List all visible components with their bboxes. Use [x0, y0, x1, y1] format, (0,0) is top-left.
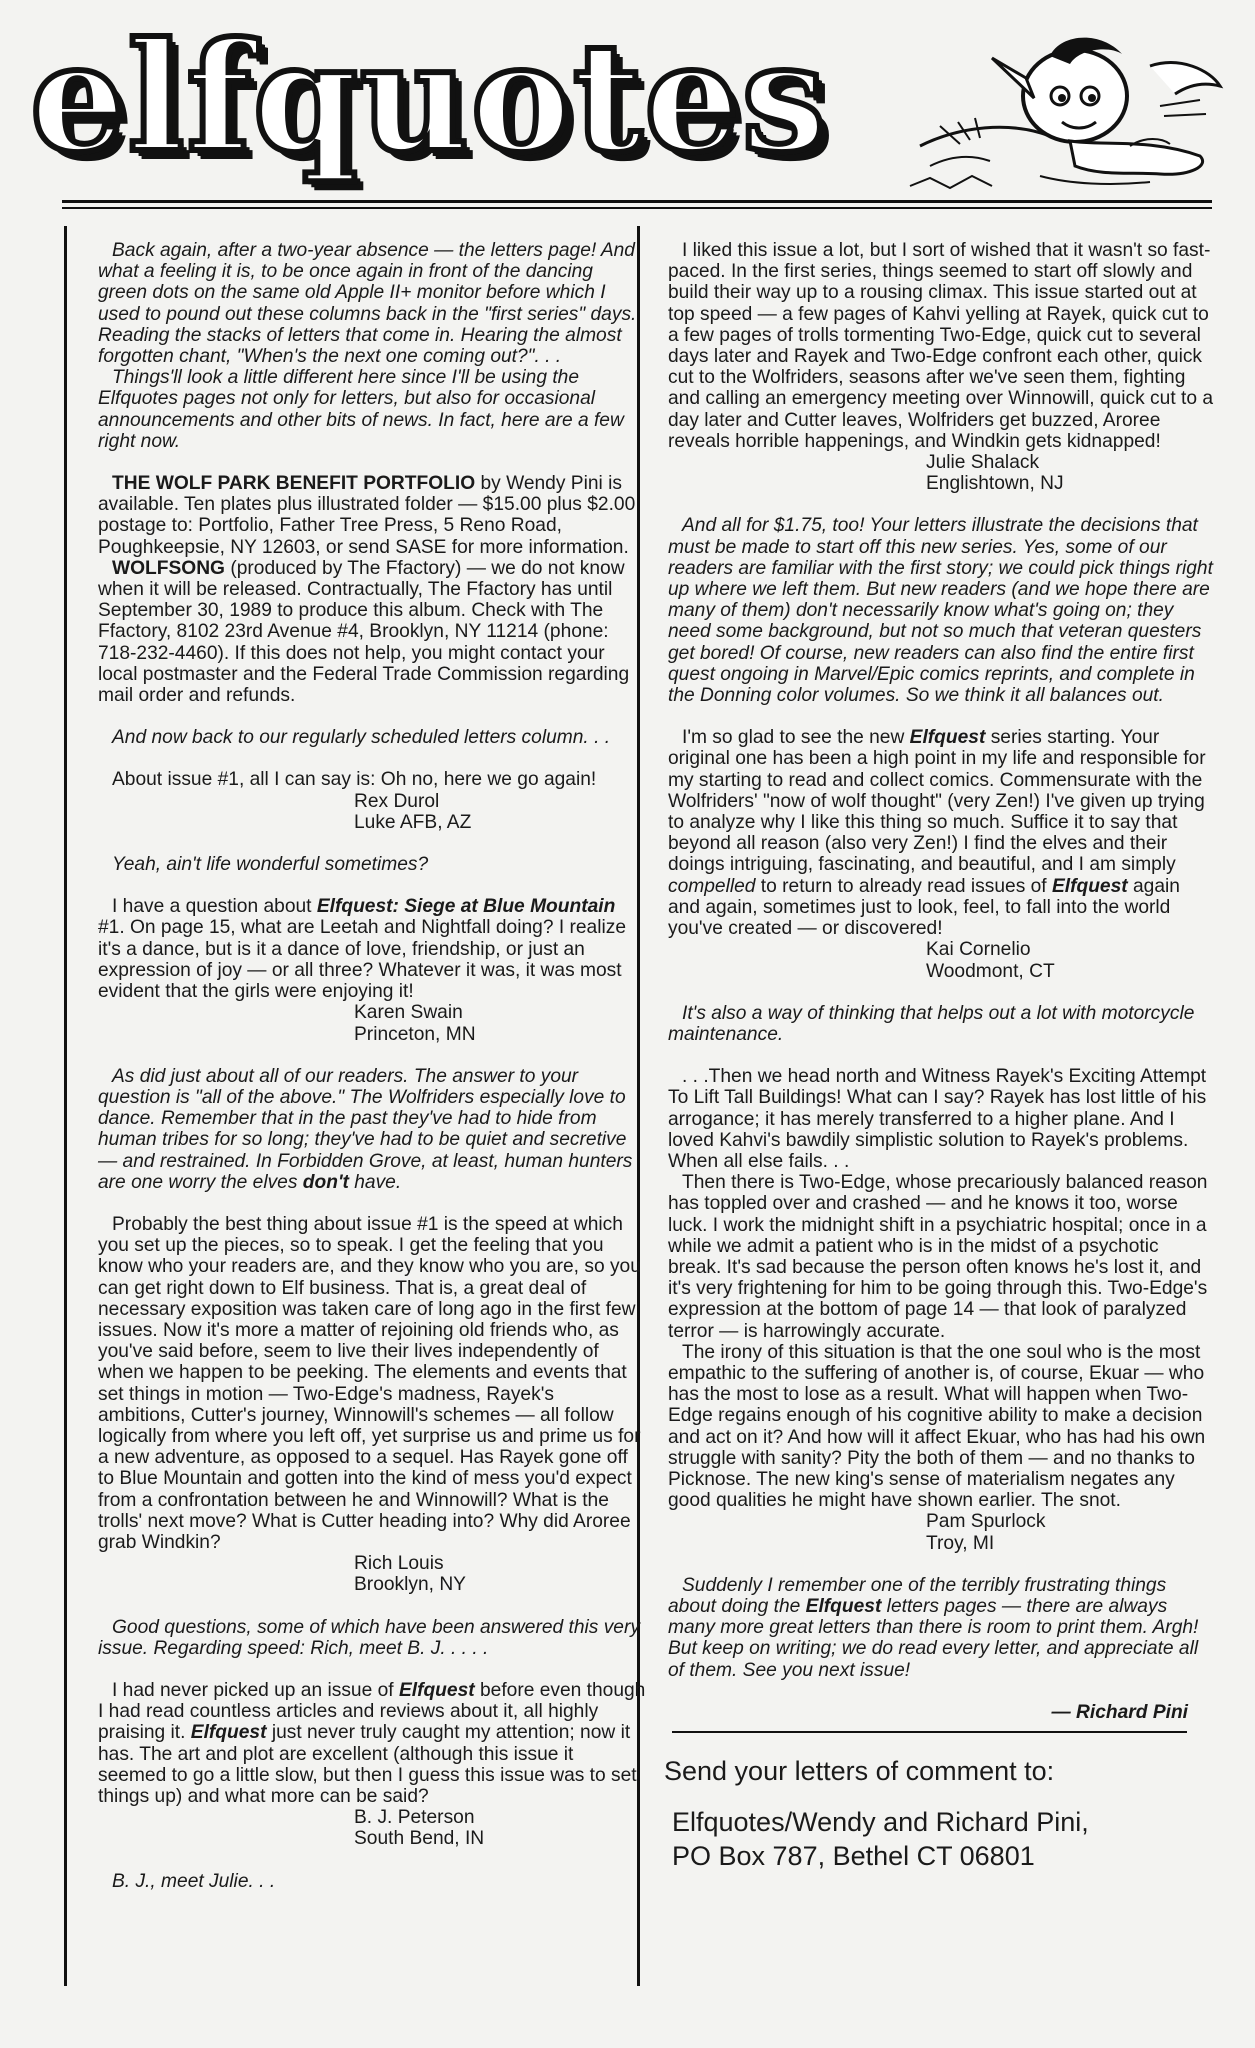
editor-signoff: — Richard Pini	[1051, 1701, 1188, 1723]
intro-paragraph: Back again, after a two-year absence — the letters page! And what a feeling it is, to be once again in front of the dancing green dots on the same old Apple II+ monitor before which I used to pound out these columns back in the "first series" days. Reading the stacks of letters that come in. Hearing the almost forgotten chant, "When's the next one coming out?". . .	[98, 240, 637, 368]
right-column	[664, 240, 1216, 1873]
editor-reply: Good questions, some of which have been answered this very issue. Regarding speed: Rich, meet B. J. . . . .	[98, 1616, 640, 1659]
header-rule	[62, 200, 1212, 203]
editor-reply: B. J., meet Julie. . .	[112, 1870, 276, 1892]
closing-rule	[672, 1731, 1187, 1733]
letter-location: Troy, MI	[926, 1532, 995, 1554]
letter-text: I have a question about Elfquest: Siege at Blue Mountain #1. On page 15, what are Leetah and Nightfall doing? I realize it's a dance, but is it a dance of love, friendship, or just an expression of joy — or all three? Whatever it was, it was most evident that the girls were enjoying it!	[98, 896, 627, 1003]
letter-location: Woodmont, CT	[926, 960, 1055, 982]
mailing-address-line: Elfquotes/Wendy and Richard Pini,	[672, 1807, 1089, 1837]
letter-text: . . .Then we head north and Witness Rayek's Exciting Attempt To Lift Tall Buildings! What can I say? Rayek has lost little of his arrogance; it has merely transferred to a higher plane. And I loved Kahvi's bawdily simplistic solution to Rayek's problems. When all else fails. . .	[668, 1066, 1207, 1172]
editor-reply: As did just about all of our readers. The answer to your question is "all of the above." The Wolfriders especially love to dance. Remember that in the past they've had to hide from human tribes for so long; they've had to be quiet and secretive — and restrained. In Forbidden Grove, at least, human hunters are one worry the elves don't have.	[98, 1065, 633, 1193]
letter-location: Brooklyn, NY	[354, 1574, 466, 1596]
letter-location: Englishtown, NJ	[926, 473, 1064, 495]
letter-signature: Rich Louis	[354, 1553, 444, 1575]
letter-location: Luke AFB, AZ	[354, 811, 472, 833]
left-column	[98, 240, 646, 1892]
letter-signature: Karen Swain	[354, 1002, 463, 1024]
letter-location: South Bend, IN	[354, 1828, 485, 1850]
letter-location: Princeton, MN	[354, 1023, 476, 1045]
letter-text: About issue #1, all I can say is: Oh no, here we go again!	[112, 769, 597, 791]
letter-signature: Rex Durol	[354, 790, 440, 812]
letter-text: Then there is Two-Edge, whose precariously balanced reason has toppled over and crashed — and he knows it too, worse luck. I work the midnight shift in a psychiatric hospital; once in a while we admit a patient who is in the midst of a psychotic break. It's sad because the person often knows he's lost it, and it's very frightening for him to be going through this. Two-Edge's expression at the bottom of page 14 — that look of paralyzed terror — is harrowingly accurate.	[668, 1172, 1208, 1342]
header-rule-lower	[62, 207, 1212, 209]
letter-signature: Kai Cornelio	[926, 939, 1031, 961]
portfolio-title: THE WOLF PARK BENEFIT PORTFOLIO	[112, 473, 476, 495]
wolfsong-announcement: WOLFSONG (produced by The Ffactory) — we do not know when it will be released. Contractually, The Ffactory has until September 30, 1989 to produce this album. Check with The Ffactory, 8102 23rd Avenue #4, Brooklyn, NY 11214 (phone: 718-232-4460). If this does not help, you might contact your local postmaster and the Federal Trade Commission regarding mail order and refunds.	[98, 557, 630, 707]
editor-reply: And all for $1.75, too! Your letters illustrate the decisions that must be made to start off this new series. Yes, some of our readers are familiar with the first story; we could pick things right up where we left them. But new readers (and we hope there are many of them) don't necessarily know what's going on; they need some background, but not so much that veteran questers get bored! Of course, new readers can also find the entire first quest ongoing in Marvel/Epic comics reprints, and complete in the Donning color volumes. So we think it all balances out.	[668, 515, 1213, 707]
editor-closing: Suddenly I remember one of the terribly frustrating things about doing the Elfquest letters pages — there are always many more great letters than there is room to print them. Argh! But keep on writing; we do read every letter, and appreciate all of them. See you next issue!	[668, 1574, 1199, 1681]
editor-reply: Yeah, ain't life wonderful sometimes?	[112, 854, 429, 876]
letter-signature: Julie Shalack	[926, 452, 1040, 474]
intro-paragraph: Things'll look a little different here since I'll be using the Elfquotes pages not only for letters, but also for occasional announcements and other bits of news. In fact, here are a few right now.	[98, 367, 624, 452]
masthead	[30, 10, 1230, 198]
letter-signature: B. J. Peterson	[354, 1807, 475, 1829]
letter-text: I had never picked up an issue of Elfquest before even though I had read countless articles and reviews about it, all highly praising it. Elfquest just never truly caught my attention; now it has. The art and plot are excellent (although this issue it seemed to go a little slow, but then I guess this issue was to set things up) and what more can be said?	[98, 1679, 646, 1807]
column-divider-left	[64, 226, 67, 1986]
portfolio-announcement: THE WOLF PARK BENEFIT PORTFOLIO by Wendy Pini is available. Ten plates plus illustrated folder — $15.00 plus $2.00 postage to: Portfolio, Father Tree Press, 5 Reno Road, Poughkeepsie, NY 12603, or send SASE for more information.	[98, 473, 636, 558]
mailing-address-line: PO Box 787, Bethel CT 06801	[672, 1841, 1035, 1871]
wolfsong-title: WOLFSONG	[112, 557, 225, 579]
elf-mascot-illustration	[900, 26, 1230, 206]
letter-text: I'm so glad to see the new Elfquest series starting. Your original one has been a high point in my life and responsible for my starting to read and collect comics. Commensurate with the Wolfriders' "now of wolf thought" (very Zen!) I've given up trying to analyze why I like this thing so much. Suffice it to say that beyond all reason (also very Zen!) I find the elves and their doings intriguing, fascinating, and beautiful, and I am simply compelled to return to already read issues of Elfquest again and again, sometimes just to look, feel, to fall into the world you've created — or discovered!	[668, 727, 1206, 940]
editor-reply: It's also a way of thinking that helps out a lot with motorcycle maintenance.	[668, 1002, 1195, 1045]
letter-signature: Pam Spurlock	[926, 1511, 1046, 1533]
letter-text: Probably the best thing about issue #1 is the speed at which you set up the pieces, so to speak. I get the feeling that you know who your readers are, and they know who you are, so you can get right down to Elf business. That is, a great deal of necessary exposition was taken care of long ago in the first few issues. Now it's more a matter of rejoining old friends who, as you've said before, seem to live their lives independently of when we happen to be peeking. The elements and events that set things in motion — Two-Edge's madness, Rayek's ambitions, Cutter's journey, Winnowill's schemes — all follow logically from where you left off, yet surprise us and prime us for a new adventure, as opposed to a sequel. Has Rayek gone off to Blue Mountain and gotten into the kind of mess you'd expect from a confrontation between he and Winnowill? What is the trolls' next move? What is Cutter heading into? Why did Aroree grab Windkin?	[98, 1213, 641, 1553]
send-letters-heading: Send your letters of comment to:	[664, 1756, 1055, 1786]
letter-text: The irony of this situation is that the one soul who is the most empathic to the suffering of another is, of course, Ekuar — who has the most to lose as a result. What will happen when Two-Edge regains enough of his cognitive ability to make a decision and act on it? And how will it affect Ekuar, who has had his own struggle with sanity? Pity the both of them — and no thanks to Picknose. The new king's sense of materialism negates any good qualities he might have shown earlier. The snot.	[668, 1341, 1206, 1512]
letter-text: I liked this issue a lot, but I sort of wished that it wasn't so fast-paced. In the first series, things seemed to start off slowly and build their way up to a rousing climax. This issue started out at top speed — a few pages of Kahvi yelling at Rayek, quick cut to a few pages of trolls tormenting Two-Edge, quick cut to several days later and Rayek and Two-Edge confront each other, quick cut to the Wolfriders, seasons after we've seen them, fighting and calling an emergency meeting over Winnowill, quick cut to a day later and Cutter leaves, Wolfriders get buzzed, Aroree reveals horrible happenings, and Windkin gets kidnapped!	[668, 240, 1213, 452]
editor-reply: And now back to our regularly scheduled letters column. . .	[112, 727, 611, 749]
page-title: elfquotes	[30, 10, 829, 186]
